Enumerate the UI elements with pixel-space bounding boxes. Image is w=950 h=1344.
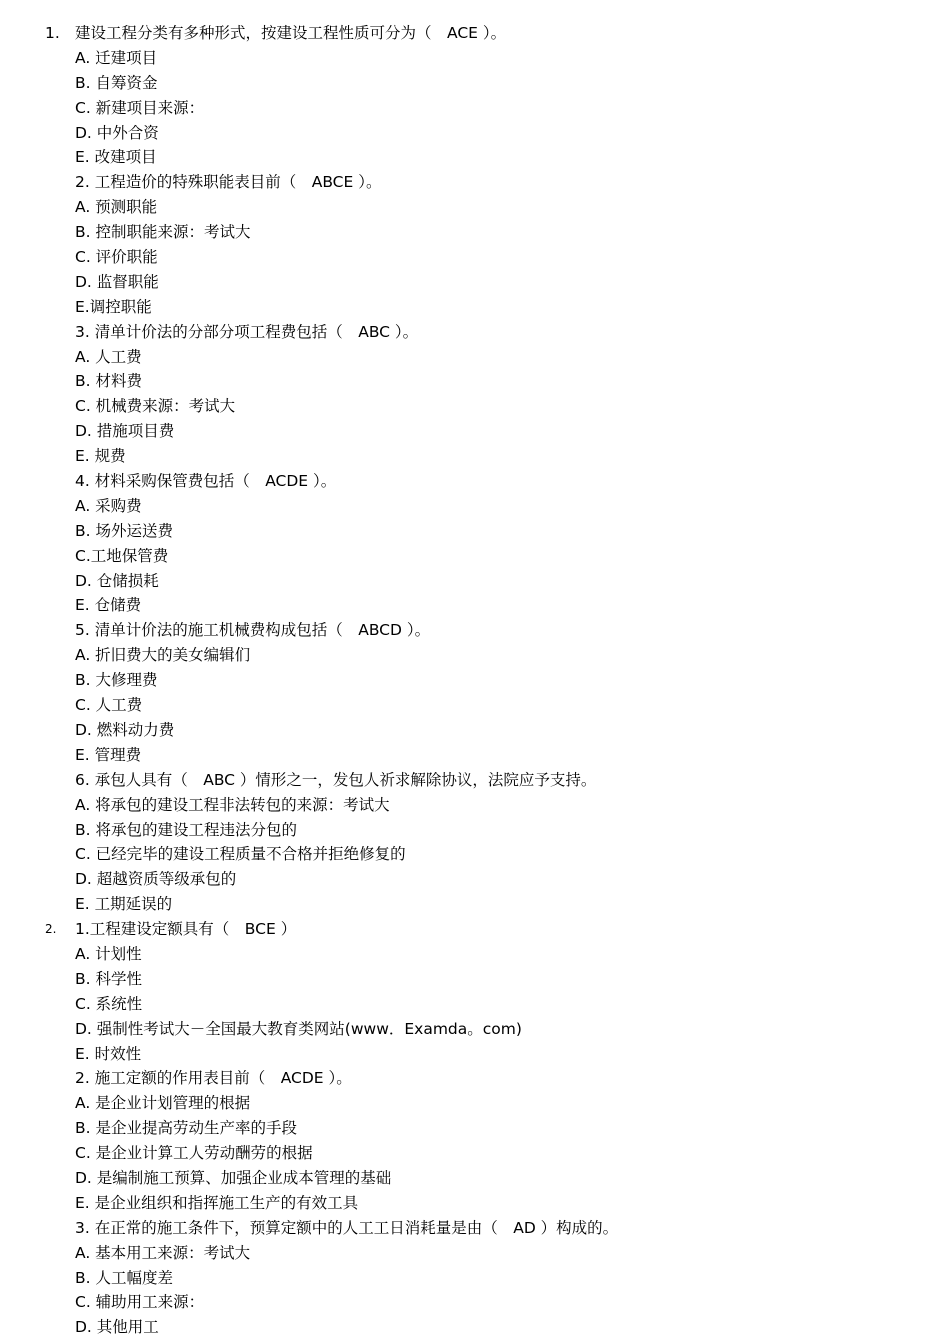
line-text: 建设工程分类有多种形式，按建设工程性质可分为（ ACE ）。 [75,24,507,42]
line-text: E. 工期延误的 [75,895,173,914]
text-line [0,145,950,170]
line-text: 5. 清单计价法的施工机械费构成包括（ ABCD ）。 [75,621,431,640]
line-text: 2. 施工定额的作用表目前（ ACDE ）。 [75,1069,352,1088]
text-line [0,892,950,917]
text-line [0,519,950,544]
line-text: C. 已经完毕的建设工程质量不合格并拒绝修复的 [75,845,406,864]
line-text: D. 超越资质等级承包的 [75,870,237,889]
text-line [0,593,950,618]
text-line [0,1191,950,1216]
line-text: A. 将承包的建设工程非法转包的来源：考试大 [75,795,390,814]
line-text: B. 科学性 [75,969,142,988]
line-text: C. 机械费来源：考试大 [75,397,236,416]
text-line [0,220,950,245]
line-text: A. 计划性 [75,944,142,963]
text-line [0,46,950,71]
text-line [0,71,950,96]
line-text: E. 仓储费 [75,596,142,615]
text-line [0,469,950,494]
text-line [0,1266,950,1291]
text-line [0,1042,950,1067]
text-line [0,967,950,992]
text-line [0,1241,950,1266]
line-text: C. 辅助用工来源： [75,1293,205,1312]
line-text: A. 基本用工来源：考试大 [75,1243,251,1262]
line-text: C. 是企业计算工人劳动酬劳的根据 [75,1144,313,1163]
text-line [0,320,950,345]
line-text: B. 控制职能来源：考试大 [75,223,251,242]
text-line [0,1017,950,1042]
line-text: A. 折旧费大的美女编辑们 [75,646,251,665]
line-text: B. 将承包的建设工程违法分包的 [75,820,297,839]
text-line [0,942,950,967]
line-text: E. 改建项目 [75,148,157,167]
text-line [0,668,950,693]
line-text: 6. 承包人具有（ ABC ）情形之一，发包人祈求解除协议，法院应予支持。 [75,770,597,789]
line-text: D. 监督职能 [75,272,159,291]
line-text: E. 管理费 [75,745,142,764]
text-line [0,96,950,121]
text-line [0,693,950,718]
line-text: A. 预测职能 [75,198,158,217]
text-line [0,718,950,743]
text-line [0,121,950,146]
text-line [0,867,950,892]
line-text: E. 时效性 [75,1044,142,1063]
line-text: A. 人工费 [75,347,142,366]
text-line [0,494,950,519]
line-text: B. 场外运送费 [75,521,173,540]
text-line [0,170,950,195]
line-text: 1.工程建设定额具有（ BCE ） [75,920,297,939]
text-line [0,1290,950,1315]
text-line [0,842,950,867]
line-text: D. 中外合资 [75,123,159,142]
text-line [0,768,950,793]
text-line [0,793,950,818]
text-line [0,818,950,843]
line-text: 3. 在正常的施工条件下，预算定额中的人工工日消耗量是由（ AD ）构成的。 [75,1218,619,1237]
text-line [0,992,950,1017]
line-text: B. 材料费 [75,372,142,391]
text-line [0,743,950,768]
text-line [0,618,950,643]
line-text: D. 强制性考试大－全国最大教育类网站(www．Examda。com) [75,1019,522,1038]
line-text: E. 是企业组织和指挥施工生产的有效工具 [75,1193,359,1212]
line-text: 4. 材料采购保管费包括（ ACDE ）。 [75,472,337,491]
line-text: D. 是编制施工预算、加强企业成本管理的基础 [75,1168,392,1187]
line-text: A. 采购费 [75,496,142,515]
text-line [0,270,950,295]
text-line [0,1315,950,1340]
text-line [0,569,950,594]
line-text: C. 人工费 [75,696,143,715]
text-line [0,1116,950,1141]
text-line [0,195,950,220]
list-marker: 2. [45,922,57,937]
text-line [0,245,950,270]
line-text: D. 燃料动力费 [75,720,175,739]
line-text: 3. 清单计价法的分部分项工程费包括（ ABC ）。 [75,322,419,341]
line-text: C. 新建项目来源： [75,98,205,117]
question-line [0,917,950,942]
question-line [0,21,950,46]
line-text: B. 人工幅度差 [75,1268,173,1287]
text-line [0,1166,950,1191]
text-line [0,1091,950,1116]
text-line [0,544,950,569]
text-line [0,369,950,394]
line-text: D. 措施项目费 [75,422,175,441]
text-line [0,345,950,370]
line-text: C.工地保管费 [75,546,169,565]
text-line [0,1141,950,1166]
list-marker: 1. [45,24,60,42]
text-line [0,419,950,444]
text-line [0,394,950,419]
line-text: B. 是企业提高劳动生产率的手段 [75,1119,297,1138]
line-text: E.调控职能 [75,297,152,316]
line-text: D. 其他用工 [75,1318,159,1337]
text-line [0,1066,950,1091]
text-line [0,643,950,668]
line-text: E. 规费 [75,447,126,466]
line-text: C. 系统性 [75,994,143,1013]
line-text: A. 迁建项目 [75,48,158,67]
text-line [0,1216,950,1241]
line-text: B. 大修理费 [75,671,158,690]
line-text: C. 评价职能 [75,248,158,267]
text-line [0,444,950,469]
line-text: A. 是企业计划管理的根据 [75,1094,251,1113]
line-text: B. 自筹资金 [75,73,158,92]
line-text: 2. 工程造价的特殊职能表目前（ ABCE ）。 [75,173,382,192]
text-line [0,295,950,320]
line-text: D. 仓储损耗 [75,571,159,590]
